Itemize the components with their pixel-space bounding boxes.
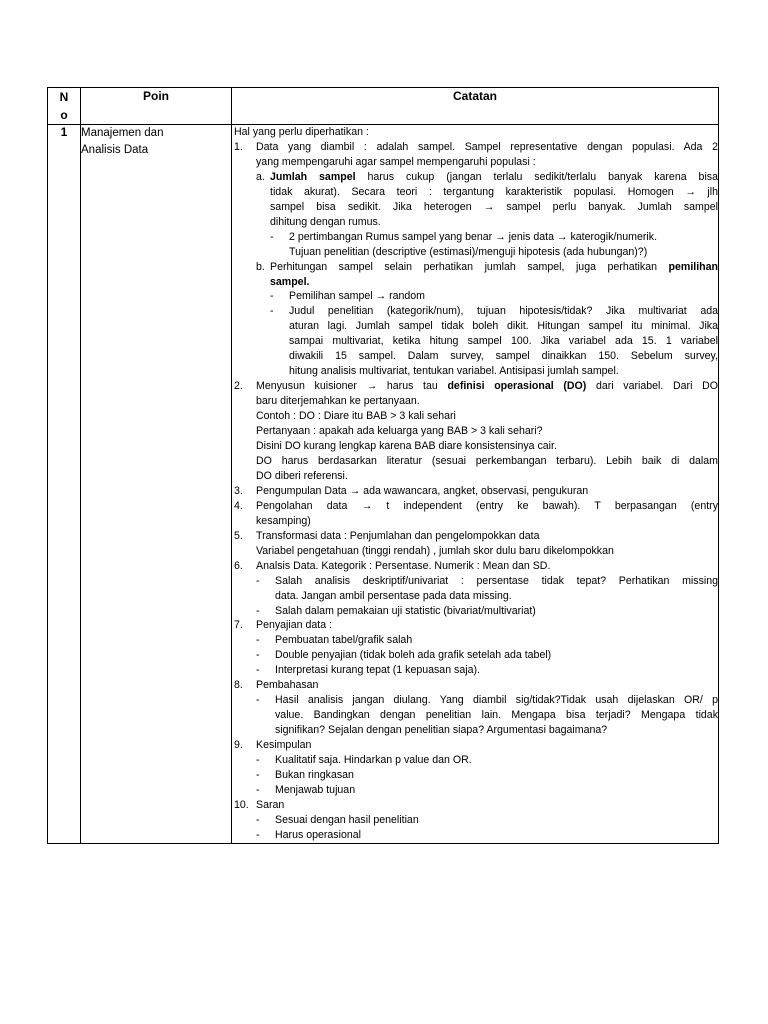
notes-table bbox=[47, 87, 719, 844]
list-item: - Pemilihan sampel → random bbox=[270, 290, 426, 303]
row-number: 1 bbox=[48, 125, 81, 844]
list-item: - 2 pertimbangan Rumus sampel yang benar → jenis data → katerogik/numerik. Tujuan penelitian (descriptive (estimasi)/menguji hipotesis (ada hubungan)?) bbox=[270, 230, 658, 258]
list-item: - Menjawab tujuan bbox=[256, 783, 356, 796]
list-item: 7. Penyajian data : - Pembuatan tabel/grafik salah - Double penyajian (tidak boleh ada grafik setelah ada tabel) - Interpretasi kurang tepat (1 kepuasan saja). bbox=[232, 618, 718, 678]
list-item: - Salah analisis deskriptif/univariat : persentase tidak tepat? Perhatikan missing data. Jangan ambil persentase pada data missing. bbox=[256, 574, 718, 602]
header-no: N o bbox=[48, 88, 81, 125]
list-item: 4. Pengolahan data → t independent (entry ke bawah). T berpasangan (entry kesamping) bbox=[234, 499, 718, 527]
list-item: b. Perhitungan sampel selain perhatikan jumlah sampel, juga perhatikan pemilihan sampel. - Pemilihan sampel → random - Judul penelitian (kategorik/num), tujuan hipotesis/tidak? Jika multivariat ada aturan lagi. Jumlah sampel tidak boleh dikit. Hitungan sampel itu minimal. Jika sampai multivariat, ketika hitung sampel 100. Jika variabel ada 15. 1 variabel diwakili 15 sampel. Dalam survey, sampel dinaikkan 150. Sebelum survey, hitung analisis multivariat, tentukan variabel. Antisipasi jumlah sampel. bbox=[256, 260, 718, 378]
list-item: 1. Data yang diambil : adalah sampel. Sampel representative dengan populasi. Ada 2 yang mempengaruhi agar sampel mempengaruhi populasi : bbox=[234, 140, 718, 168]
catatan-cell bbox=[232, 125, 719, 844]
list-item: - Salah dalam pemakaian uji statistic (bivariat/multivariat) bbox=[256, 604, 536, 617]
list-item: 8. Pembahasan - Hasil analisis jangan diulang. Yang diambil sig/tidak?Tidak usah dijelaskan OR/ p value. Bandingkan dengan penelitian lain. Mengapa bisa terjadi? Mengapa tidak signifikan? Sejalan dengan penelitian siapa? Argumentasi bagaimana? bbox=[234, 679, 718, 737]
list-item: a. Jumlah sampel harus cukup (jangan terlalu sedikit/terlalu banyak karena bisa tidak akurat). Secara teori : tergantung karakteristik populasi. Homogen → jlh sampel bisa sedikit. Jika heterogen → sampel perlu banyak. Jumlah sampel dihitung dengan rumus. - 2 pertimbangan Rumus sampel yang benar → jenis data → katerogik/numerik. Tujuan penelitian (descriptive (estimasi)/menguji hipotesis (ada hubungan)?) bbox=[256, 170, 718, 258]
list-item: 3. Pengumpulan Data → ada wawancara, angket, observasi, pengukuran bbox=[234, 484, 589, 497]
list-item: - Sesuai dengan hasil penelitian bbox=[256, 813, 419, 826]
list-item: - Interpretasi kurang tepat (1 kepuasan saja). bbox=[256, 664, 480, 677]
list-item: - Pembuatan tabel/grafik salah bbox=[256, 634, 413, 647]
header-poin: Poin bbox=[81, 88, 232, 125]
list-item: 5. Transformasi data : Penjumlahan dan pengelompokkan data Variabel pengetahuan (tinggi rendah) , jumlah skor dulu baru dikelompokkan bbox=[234, 529, 614, 557]
list-item: - Kualitatif saja. Hindarkan p value dan OR. bbox=[256, 754, 472, 767]
list-item: - Double penyajian (tidak boleh ada grafik setelah ada tabel) bbox=[256, 649, 552, 662]
list-item: - Harus operasional bbox=[256, 828, 361, 841]
list-item: - Bukan ringkasan bbox=[256, 768, 354, 781]
list-item: - Hasil analisis jangan diulang. Yang diambil sig/tidak?Tidak usah dijelaskan OR/ p value. Bandingkan dengan penelitian lain. Mengapa bisa terjadi? Mengapa tidak signifikan? Sejalan dengan penelitian siapa? Argumentasi bagaimana? bbox=[256, 694, 718, 737]
poin-cell: Manajemen dan Analisis Data bbox=[81, 125, 232, 844]
list-item: 2. Menyusun kuisioner → harus tau definisi operasional (DO) dari variabel. Dari DO baru diterjemahkan ke pertanyaan. Contoh : DO : Diare itu BAB > 3 kali sehari Pertanyaan : apakah ada keluarga yang BAB > 3 kali sehari? Disini DO kurang lengkap karena BAB diare konsistensinya cair. DO harus berdasarkan literatur (sesuai perkembangan terbaru). Lebih baik di dalam DO diberi referensi. bbox=[234, 380, 719, 482]
table-row bbox=[48, 125, 719, 844]
list-item: 10. Saran - Sesuai dengan hasil penelitian - Harus operasional bbox=[232, 798, 718, 843]
list-item: 6. Analsis Data. Kategorik : Persentase. Numerik : Mean dan SD. - Salah analisis deskriptif/univariat : persentase tidak tepat? Perhatikan missing data. Jangan ambil persentase pada data missing. - Salah dalam pemakaian uji statistic (bivariat/multivariat) bbox=[234, 559, 718, 617]
list-item: 9. Kesimpulan - Kualitatif saja. Hindarkan p value dan OR. - Bukan ringkasan - Menjawab tujuan bbox=[232, 738, 718, 798]
table-header-row bbox=[48, 88, 719, 125]
header-catatan: Catatan bbox=[232, 88, 719, 125]
list-item: - Judul penelitian (kategorik/num), tujuan hipotesis/tidak? Jika multivariat ada aturan lagi. Jumlah sampel tidak boleh dikit. Hitungan sampel itu minimal. Jika sampai multivariat, ketika hitung sampel 100. Jika variabel ada 15. 1 variabel diwakili 15 sampel. Dalam survey, sampel dinaikkan 150. Sebelum survey, hitung analisis multivariat, tentukan variabel. Antisipasi jumlah sampel. bbox=[270, 305, 718, 378]
intro-text: Hal yang perlu diperhatikan : bbox=[234, 126, 369, 138]
